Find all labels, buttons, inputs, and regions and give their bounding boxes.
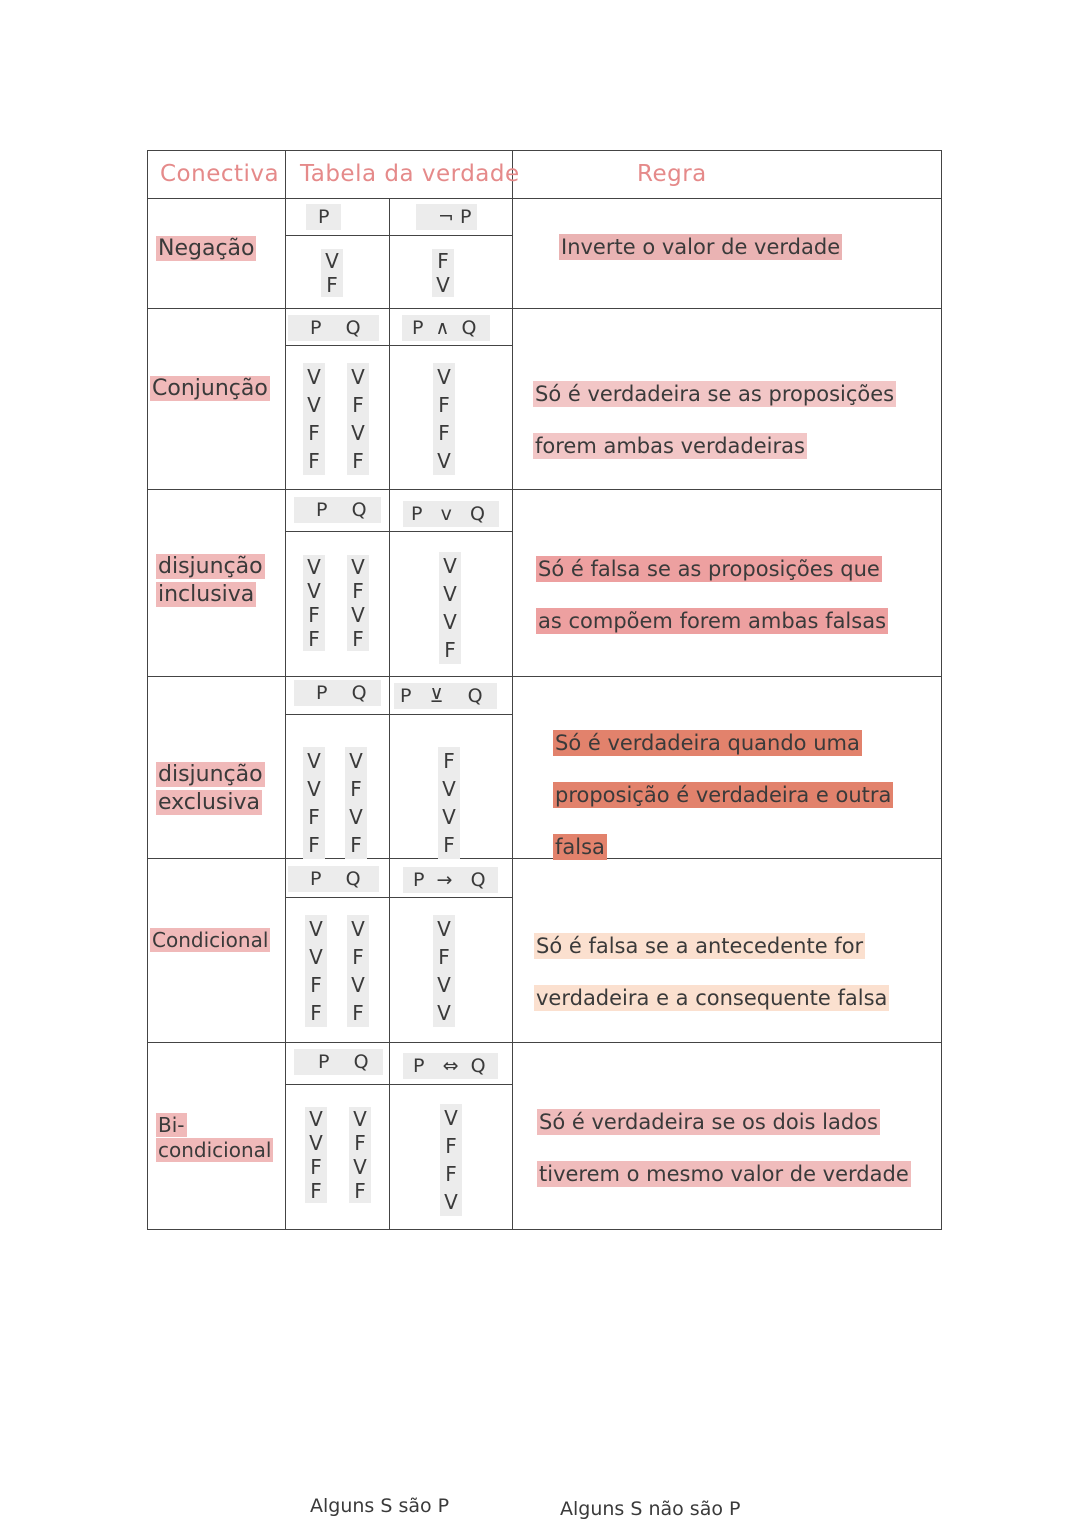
rule-negation: Inverte o valor de verdade [561,235,841,259]
connective-negation: Negação [158,236,255,261]
truth-head-conj: P ∧ Q [402,315,490,341]
truth-head-xor: P ⊻ Q [394,683,497,709]
header-rule: Regra [637,161,707,187]
divider-rule [512,151,513,1229]
truth-head-pq: P Q [288,315,379,341]
truth-table [147,150,942,1230]
column-q: V F V F [345,747,367,859]
truth-subheader-line [285,897,512,898]
truth-subheader-line [285,1084,512,1085]
truth-subheader-line [285,345,512,346]
column-p: V V F F [305,915,327,1027]
column-p: V V F F [305,1107,327,1203]
footer-some-s-are-p: Alguns S são P [310,1495,450,1517]
column-p: V V F F [303,555,325,651]
header-connective: Conectiva [160,161,280,187]
rule-conditional: Só é falsa se a antecedente for verdadeira e a consequente falsa [536,934,888,1010]
column-q: V F V F [347,555,369,651]
divider-connective [285,151,286,1229]
rule-biconditional: Só é verdadeira se os dois lados tiverem o mesmo valor de verdade [539,1110,909,1186]
rule-inclusive-disjunction: Só é falsa se as proposições que as compõem forem ambas falsas [538,557,887,633]
truth-head-pq: P Q [288,866,379,892]
row-divider [148,308,941,309]
connective-inclusive-disjunction: disjunção inclusiva [158,554,263,607]
column-p: V F [321,249,343,297]
header-truth-table: Tabela da verdade [300,161,520,187]
truth-head-pq: P Q [294,1049,383,1075]
connective-conjunction: Conjunção [152,376,268,401]
truth-head-implies: P → Q [403,867,498,893]
row-divider [148,676,941,677]
connective-exclusive-disjunction: disjunção exclusiva [158,762,263,815]
truth-head-pq: P Q [294,680,381,706]
footer-some-s-are-not-p: Alguns S não são P [560,1498,741,1520]
truth-head-not-p: ¬ P [416,204,477,230]
row-divider [148,489,941,490]
column-result: V V V F [439,552,461,664]
truth-subheader-line [285,235,512,236]
column-not-p: F V [432,249,454,297]
column-result: V F F V [433,363,455,475]
rule-conjunction: Só é verdadeira se as proposições forem ambas verdadeiras [535,382,895,458]
rule-exclusive-disjunction: Só é verdadeira quando uma proposição é verdadeira e outra falsa [555,731,892,859]
truth-subheader-line [285,531,512,532]
truth-head-p: P [306,204,341,230]
column-result: V F V V [433,915,455,1027]
column-result: V F F V [440,1104,462,1216]
truth-head-or: P v Q [403,501,499,527]
header-divider [148,198,941,199]
column-q: V F V F [347,363,369,475]
column-q: V F V F [349,1107,371,1203]
column-p: V V F F [303,363,325,475]
connective-biconditional: Bi- condicional [158,1113,272,1162]
truth-subheader-line [285,714,512,715]
connective-conditional: Condicional [152,928,269,952]
column-p: V V F F [303,747,325,859]
column-q: V F V F [347,915,369,1027]
truth-head-iff: P ⇔ Q [403,1053,498,1079]
row-divider [148,1042,941,1043]
truth-head-pq: P Q [294,497,381,523]
column-result: F V V F [438,747,460,859]
